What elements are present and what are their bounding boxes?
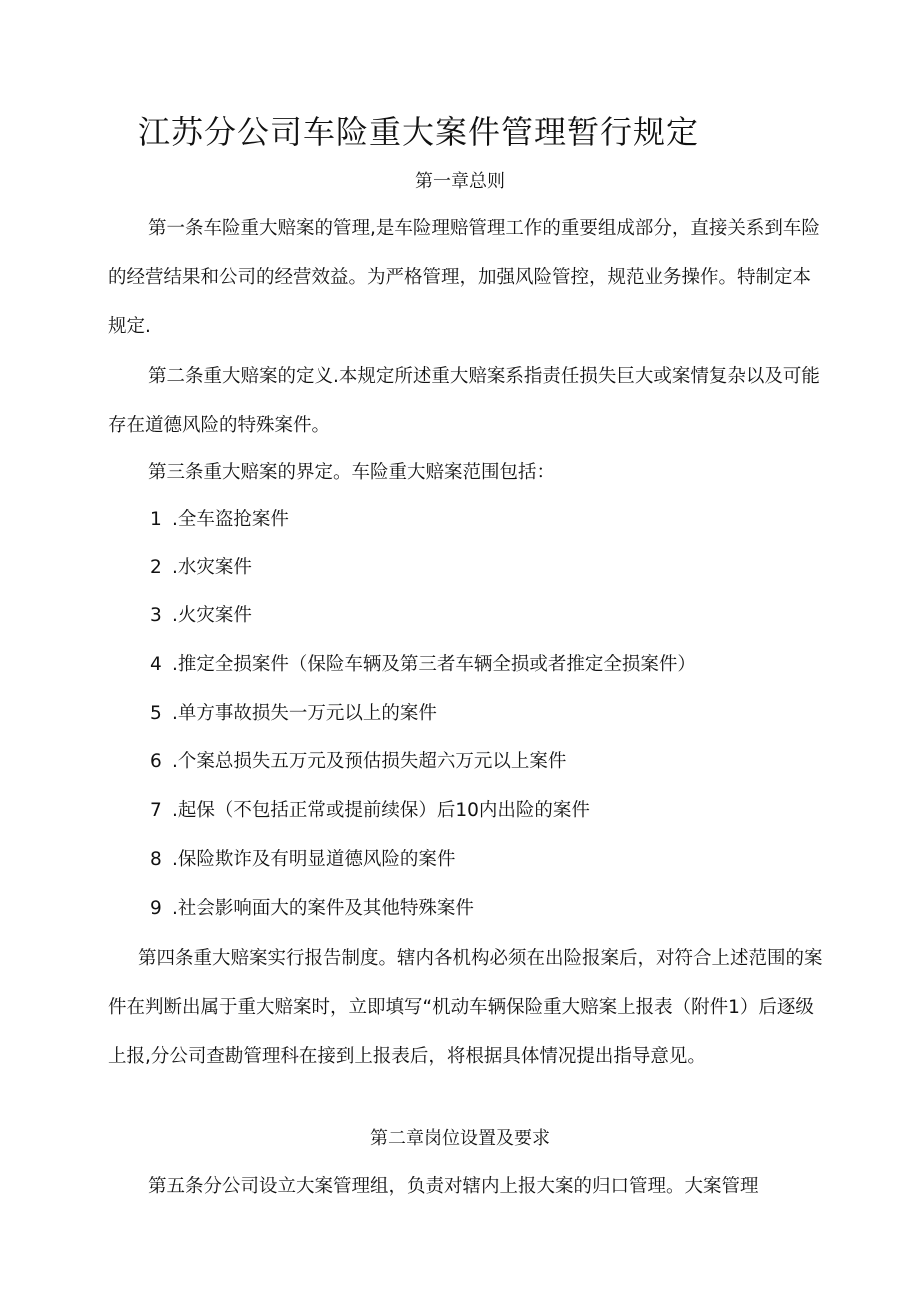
list-item: 3 .火灾案件: [150, 605, 252, 626]
article-4: 第四条重大赔案实行报告制度。辖内各机构必须在出险报案后，对符合上述范围的案件在判断出属于重大赔案时，立即填写“机动车辆保险重大赔案上报表（附件1）后逐级上报,分公司查勘管理科在接到上报表后，将根据具体情况提出指导意见。: [108, 948, 823, 1067]
list-item: 9 .社会影响面大的案件及其他特殊案件: [150, 898, 474, 919]
list-item: 2 .水灾案件: [150, 557, 252, 578]
list-item: 5 .单方事故损失一万元以上的案件: [150, 703, 437, 724]
chapter-heading-1: 第一章总则: [415, 171, 505, 192]
list-item: 1 .全车盗抢案件: [150, 509, 289, 530]
list-item: 7 .起保（不包括正常或提前续保）后10内出险的案件: [150, 800, 590, 821]
document-title: 江苏分公司车险重大案件管理暂行规定: [138, 113, 700, 151]
article-5: 第五条分公司设立大案管理组，负责对辖内上报大案的归口管理。大案管理: [148, 1176, 759, 1197]
list-item: 8 .保险欺诈及有明显道德风险的案件: [150, 849, 456, 870]
list-item: 4 .推定全损案件（保险车辆及第三者车辆全损或者推定全损案件）: [150, 654, 696, 675]
article-3: 第三条重大赔案的界定。车险重大赔案范围包括：: [148, 462, 556, 483]
article-2: 第二条重大赔案的定义.本规定所述重大赔案系指责任损失巨大或案情复杂以及可能存在道德风险的特殊案件。: [108, 366, 820, 436]
article-1: 第一条车险重大赔案的管理,是车险理赔管理工作的重要组成部分，直接关系到车险的经营结果和公司的经营效益。为严格管理，加强风险管控，规范业务操作。特制定本规定.: [108, 218, 820, 337]
chapter-heading-2: 第二章岗位设置及要求: [370, 1128, 550, 1149]
list-item: 6 .个案总损失五万元及预估损失超六万元以上案件: [150, 751, 567, 772]
